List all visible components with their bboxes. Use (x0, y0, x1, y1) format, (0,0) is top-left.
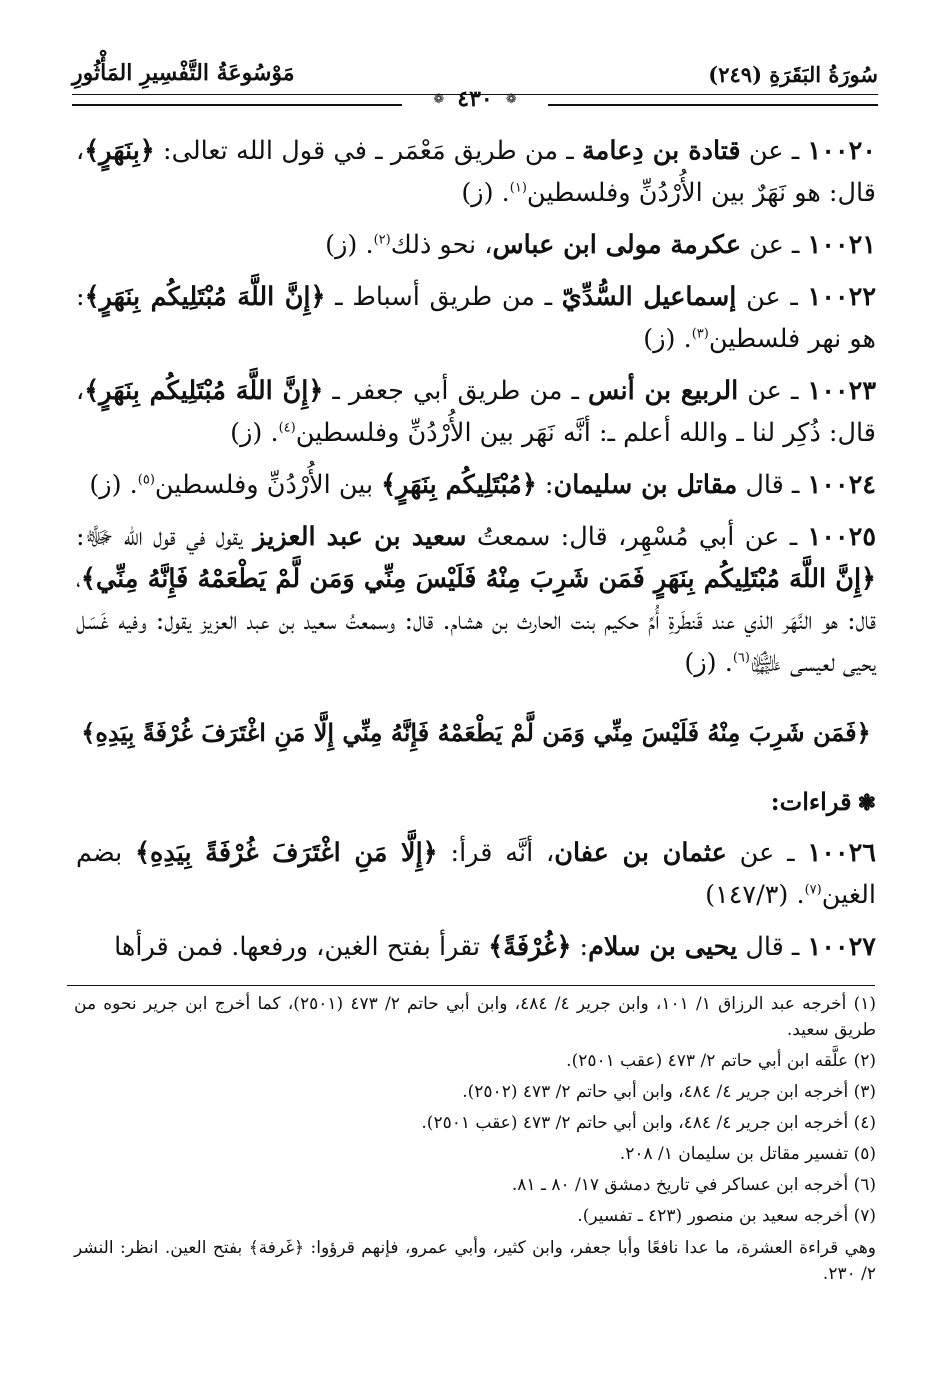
page-number: ٤٣٠ (457, 86, 493, 112)
quran-quote: ﴿بِنَهَرٍ﴾ (84, 136, 155, 166)
section-heading (76, 787, 876, 816)
narration-text: ـ عن (738, 376, 808, 406)
narration-text: ـ من طريق أسباط ـ (325, 282, 562, 312)
page-number-block (72, 86, 878, 112)
narration-tail: . (١٤٧/٣) (705, 880, 805, 910)
narration-text: ، قال: هو النَّهَر الذي عند قَنطَرةِ أُمِّ حكيم بنت الحارث بن هشام. قال: وسمعتُ سعيد بن عبد العزيز يقول: وفيه غَسَل يحيى لعيسى ﵉ (76, 564, 876, 678)
reading-10026 (76, 832, 876, 916)
footnote-5: (٥) تفسير مقاتل بن سليمان ١/ ٢٠٨. (619, 1144, 876, 1164)
footnote-ref[interactable]: (٤) (278, 420, 296, 436)
narrator-name: مقاتل بن سليمان (553, 470, 738, 500)
narration-text: ـ من طريق أبي جعفر ـ (323, 376, 589, 406)
quran-quote: ﴿إِنَّ اللَّهَ مُبْتَلِيكُم بِنَهَرٍ﴾ (84, 376, 324, 406)
quran-quote: ﴿غُرْفَةً﴾ (488, 932, 572, 962)
footnote-ref[interactable]: (٥) (137, 472, 155, 488)
footnotes (74, 991, 876, 1292)
narration-10025 (76, 516, 876, 684)
narrator-name: سعيد بن عبد العزيز (253, 522, 467, 552)
narration-text: : (536, 470, 554, 500)
main-text (76, 130, 876, 978)
quran-quote: ﴿مُبْتَلِيكُم بِنَهَرٍ﴾ (381, 470, 537, 500)
narration-number: ١٠٠٢٢ (807, 282, 877, 312)
narration-text: ، أنَّه قرأ: (437, 838, 555, 868)
footnote-continuation: وهي قراءة العشرة، ما عدا نافعًا وأبا جعفر، وابن كثير، وأبي عمرو، فإنهم قرؤوا: ﴿غَرفة﴾ بفتح العين. انظر: النشر ٢/ ٢٣٠. (74, 1238, 876, 1284)
footnote-7: (٧) أخرجه سعيد بن منصور (٤٢٣ ـ تفسير). (577, 1206, 876, 1226)
narration-number: ١٠٠٢٠ (807, 136, 876, 166)
verse-heading: ﴿فَمَن شَرِبَ مِنْهُ فَلَيْسَ مِنِّي وَمَن لَّمْ يَطْعَمْهُ فَإِنَّهُ مِنِّي إِلَّا مَنِ اغْتَرَفَ غُرْفَةً بِيَدِهِ﴾ (81, 718, 871, 747)
running-header (72, 56, 878, 112)
footnote-ref[interactable]: (١) (509, 180, 527, 196)
narration-number: ١٠٠٢٦ (807, 838, 876, 868)
narration-text: : هو نهر فلسطين (76, 282, 876, 354)
quran-quote: ﴿إِنَّ اللَّهَ مُبْتَلِيكُم بِنَهَرٍ﴾ (84, 282, 326, 312)
narration-10024 (76, 464, 876, 506)
narration-text: ـ عن (741, 230, 808, 260)
narration-10020 (76, 130, 876, 214)
narration-text: يقول في قول الله ﷻ: (76, 522, 254, 552)
reading-10027 (76, 926, 876, 968)
narration-number: ١٠٠٢٣ (807, 376, 877, 406)
ornament-icon: ❁ (505, 91, 517, 107)
narrator-name: عكرمة مولى ابن عباس (492, 230, 742, 260)
footnote-4: (٤) أخرجه ابن جرير ٤/ ٤٨٤، وابن أبي حاتم ٢/ ٤٧٣ (عقب ٢٥٠١). (421, 1113, 876, 1133)
narration-text: بضم الغين (76, 838, 876, 910)
narrator-name: عثمان بن عفان (554, 838, 727, 868)
footnote-1: (١) أخرجه عبد الرزاق ١/ ١٠١، وابن جرير ٤/ ٤٨٤، وابن أبي حاتم ٢/ ٤٧٣ (٢٥٠١)، كما أخرج ابن جرير نحوه من طريق سعيد. (74, 994, 876, 1040)
narration-number: ١٠٠٢٤ (807, 470, 876, 500)
narration-tail: . (ز) (643, 324, 692, 354)
narration-tail: . (ز) (461, 178, 510, 208)
narration-text: ، قال: ذُكِر لنا ـ والله أعلم ـ: أنَّه نَهَر بين الأُرْدُنِّ وفلسطين (76, 376, 876, 448)
flower-icon: ❃ (857, 790, 876, 816)
narration-text: : (571, 932, 589, 962)
narration-text: ـ قال (737, 470, 808, 500)
narration-text: ـ من طريق مَعْمَر ـ في قول الله تعالى: (154, 136, 582, 166)
footnote-2: (٢) علَّقه ابن أبي حاتم ٢/ ٤٧٣ (عقب ٢٥٠١). (566, 1051, 876, 1071)
narration-text: تقرأ بفتح الغين، ورفعها. فمن قرأها (114, 932, 489, 962)
narration-10021 (76, 224, 876, 266)
surah-header: سُورَةُ البَقَرَةِ (٢٤٩) (708, 62, 878, 87)
narration-text: ، قال: هو نَهَرٌ بين الأُرْدُنِّ وفلسطين (76, 136, 876, 208)
quran-quote: ﴿إِلَّا مَنِ اغْتَرَفَ غُرْفَةً بِيَدِهِ﴾ (135, 838, 438, 868)
footnote-ref[interactable]: (٧) (804, 882, 822, 898)
narration-number: ١٠٠٢١ (807, 230, 876, 260)
narration-text: ـ عن (736, 282, 808, 312)
narration-text: ـ عن (740, 136, 808, 166)
footnote-6: (٦) أخرجه ابن عساكر في تاريخ دمشق ١٧/ ٨٠ ـ ٨١. (511, 1175, 876, 1195)
section-title: قراءات: (770, 787, 852, 816)
footnote-ref[interactable]: (٦) (732, 650, 750, 666)
narration-text: ـ عن أبي مُسْهِر، قال: سمعتُ (466, 522, 808, 552)
narration-text: ـ قال (737, 932, 808, 962)
narrator-name: قتادة بن دِعامة (581, 136, 741, 166)
footnote-3: (٣) أخرجه ابن جرير ٤/ ٤٨٤، وابن أبي حاتم ٢/ ٤٧٣ (٢٥٠٢). (462, 1082, 876, 1102)
narration-number: ١٠٠٢٥ (807, 522, 877, 552)
quran-quote: ﴿إِنَّ اللَّهَ مُبْتَلِيكُم بِنَهَرٍ فَمَن شَرِبَ مِنْهُ فَلَيْسَ مِنِّي وَمَن لَّمْ يَطْعَمْهُ فَإِنَّهُ مِنِّي﴾ (80, 564, 876, 594)
narrator-name: إسماعيل السُّدِّيّ (561, 282, 737, 312)
ornament-icon: ❁ (433, 91, 445, 107)
footnote-separator (67, 985, 875, 986)
narration-tail: . (ز) (325, 230, 374, 260)
narration-text: ، نحو ذلك (390, 230, 493, 260)
narration-tail: . (ز) (89, 470, 138, 500)
footnote-ref[interactable]: (٢) (373, 232, 391, 248)
narration-text: بين الأُرْدُنِّ وفلسطين (154, 470, 382, 500)
narration-10022 (76, 276, 876, 360)
footnote-ref[interactable]: (٣) (691, 326, 709, 342)
book-title: مَوْسُوعَةُ التَّفْسِيرِ المَأْثُورِ (72, 60, 295, 86)
narrator-name: يحيى بن سلام (588, 932, 738, 962)
narration-tail: . (ز) (684, 648, 733, 678)
narrator-name: الربيع بن أنس (588, 376, 739, 406)
narration-tail: . (ز) (230, 418, 279, 448)
narration-text: ـ عن (726, 838, 808, 868)
narration-10023 (76, 370, 876, 454)
narration-number: ١٠٠٢٧ (807, 932, 876, 962)
